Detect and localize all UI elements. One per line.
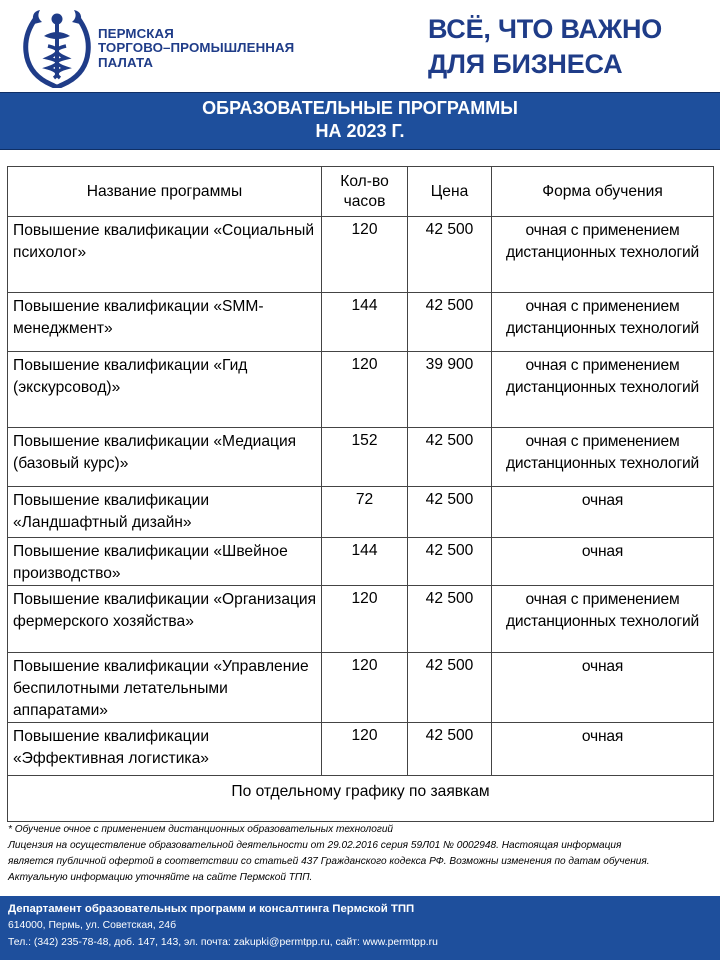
program-name-line: Повышение квалификации	[13, 728, 210, 745]
notes-block	[8, 822, 713, 886]
program-name-line: производство»	[13, 565, 121, 582]
program-name-line: Повышение квалификации «Медиация	[13, 433, 297, 450]
program-name-line: Повышение квалификации	[13, 492, 210, 509]
note-license: Лицензия на осуществление образовательной деятельности от 29.02.2016 серия 59Л01 № 0002948. Настоящая информация	[8, 840, 622, 851]
org-line-3: ПАЛАТА	[98, 54, 154, 70]
note-website: Актуальную информацию уточняйте на сайте Пермской ТПП.	[8, 872, 313, 883]
program-name-line: Повышение квалификации «Управление	[13, 658, 309, 675]
price-cell: 42 500	[408, 586, 492, 653]
price-cell: 42 500	[408, 487, 492, 538]
program-name-cell	[8, 653, 322, 723]
table-row	[8, 538, 714, 586]
price-cell: 39 900	[408, 352, 492, 428]
study-form-line: очная	[581, 492, 624, 509]
hours-cell: 120	[322, 653, 408, 723]
footer-contacts: Тел.: (342) 235-78-48, доб. 147, 143, эл. почта: zakupki@permtpp.ru, сайт: www.permtpp.ru	[8, 937, 438, 948]
program-name-line: Повышение квалификации «SMM-	[13, 298, 264, 315]
program-name-line: фермерского хозяйства»	[13, 613, 194, 630]
table-header-row	[8, 167, 714, 217]
schedule-note: По отдельному графику по заявкам	[8, 776, 714, 822]
slogan	[428, 12, 662, 82]
table-footer-row	[8, 776, 714, 822]
program-name-cell	[8, 586, 322, 653]
program-name-line: Повышение квалификации «Социальный	[13, 222, 315, 239]
header-hours	[322, 167, 408, 217]
study-form-line: очная с применением	[525, 357, 680, 374]
table-row	[8, 723, 714, 776]
study-form-cell	[492, 293, 714, 352]
programs-table	[7, 166, 714, 822]
hours-cell: 72	[322, 487, 408, 538]
program-name-cell	[8, 723, 322, 776]
org-line-1: ПЕРМСКАЯ	[98, 26, 174, 41]
table-row	[8, 586, 714, 653]
study-form-line: очная	[581, 728, 624, 745]
table-row	[8, 217, 714, 293]
program-name-line: Повышение квалификации «Организация	[13, 591, 317, 608]
study-form-line: дистанционных технологий	[505, 613, 700, 630]
note-asterisk: * Обучение очное с применением дистанционных образовательных технологий	[8, 824, 394, 835]
header-hours-line-2: часов	[343, 192, 386, 210]
banner-title-line-1: ОБРАЗОВАТЕЛЬНЫЕ ПРОГРАММЫ	[202, 98, 518, 118]
program-name-line: Повышение квалификации «Гид	[13, 357, 248, 374]
header-price: Цена	[408, 167, 492, 217]
hours-cell: 152	[322, 428, 408, 487]
header-program-name: Название программы	[8, 167, 322, 217]
program-name-line: «Эффективная логистика»	[13, 750, 209, 767]
program-name-line: «Ландшафтный дизайн»	[13, 514, 192, 531]
study-form-line: очная	[581, 543, 624, 560]
hours-cell: 120	[322, 723, 408, 776]
study-form-cell	[492, 352, 714, 428]
organization-name	[98, 27, 294, 70]
study-form-line: очная с применением	[525, 222, 680, 239]
study-form-cell	[492, 538, 714, 586]
study-form-line: очная с применением	[525, 298, 680, 315]
study-form-line: дистанционных технологий	[505, 455, 700, 472]
price-cell: 42 500	[408, 217, 492, 293]
table-row	[8, 293, 714, 352]
hours-cell: 144	[322, 538, 408, 586]
banner-title-line-2: НА 2023 Г.	[315, 121, 405, 141]
program-name-cell	[8, 217, 322, 293]
header-hours-line-1: Кол-во	[340, 172, 389, 190]
study-form-cell	[492, 487, 714, 538]
study-form-cell	[492, 723, 714, 776]
price-cell: 42 500	[408, 428, 492, 487]
program-name-line: Повышение квалификации «Швейное	[13, 543, 288, 560]
price-cell: 42 500	[408, 538, 492, 586]
hours-cell: 144	[322, 293, 408, 352]
study-form-line: очная с применением	[525, 433, 680, 450]
price-cell: 42 500	[408, 293, 492, 352]
program-name-line: менеджмент»	[13, 320, 113, 337]
program-name-cell	[8, 293, 322, 352]
table-row	[8, 653, 714, 723]
study-form-line: дистанционных технологий	[505, 320, 700, 337]
study-form-line: очная	[581, 658, 624, 675]
program-name-line: (базовый курс)»	[13, 455, 129, 472]
slogan-line-2: ДЛЯ БИЗНЕСА	[428, 49, 623, 79]
program-name-cell	[8, 428, 322, 487]
study-form-cell	[492, 428, 714, 487]
study-form-line: очная с применением	[525, 591, 680, 608]
header-form: Форма обучения	[492, 167, 714, 217]
slogan-line-1: ВСЁ, ЧТО ВАЖНО	[428, 14, 663, 44]
note-offer: является публичной офертой в соответствии со статьей 437 Гражданского кодекса РФ. Возможны изменения по датам обучения.	[8, 856, 650, 867]
study-form-line: дистанционных технологий	[505, 379, 700, 396]
study-form-cell	[492, 217, 714, 293]
footer-department: Департамент образовательных программ и консалтинга Пермской ТПП	[8, 903, 415, 915]
chamber-logo	[20, 6, 94, 88]
hours-cell: 120	[322, 217, 408, 293]
study-form-line: дистанционных технологий	[505, 244, 700, 261]
program-name-line: аппаратами»	[13, 702, 108, 719]
program-name-cell	[8, 538, 322, 586]
program-name-line: психолог»	[13, 244, 87, 261]
hours-cell: 120	[322, 586, 408, 653]
org-line-2: ТОРГОВО–ПРОМЫШЛЕННАЯ	[98, 40, 295, 56]
table-body	[8, 217, 714, 776]
price-cell: 42 500	[408, 653, 492, 723]
program-name-cell	[8, 352, 322, 428]
table-row	[8, 352, 714, 428]
table-row	[8, 487, 714, 538]
price-cell: 42 500	[408, 723, 492, 776]
program-name-line: (экскурсовод)»	[13, 379, 121, 396]
footer-bar	[0, 896, 720, 960]
hours-cell: 120	[322, 352, 408, 428]
footer-address: 614000, Пермь, ул. Советская, 24б	[8, 920, 177, 931]
program-name-line: беспилотными летательными	[13, 680, 228, 697]
program-name-cell	[8, 487, 322, 538]
study-form-cell	[492, 586, 714, 653]
table-row	[8, 428, 714, 487]
study-form-cell	[492, 653, 714, 723]
